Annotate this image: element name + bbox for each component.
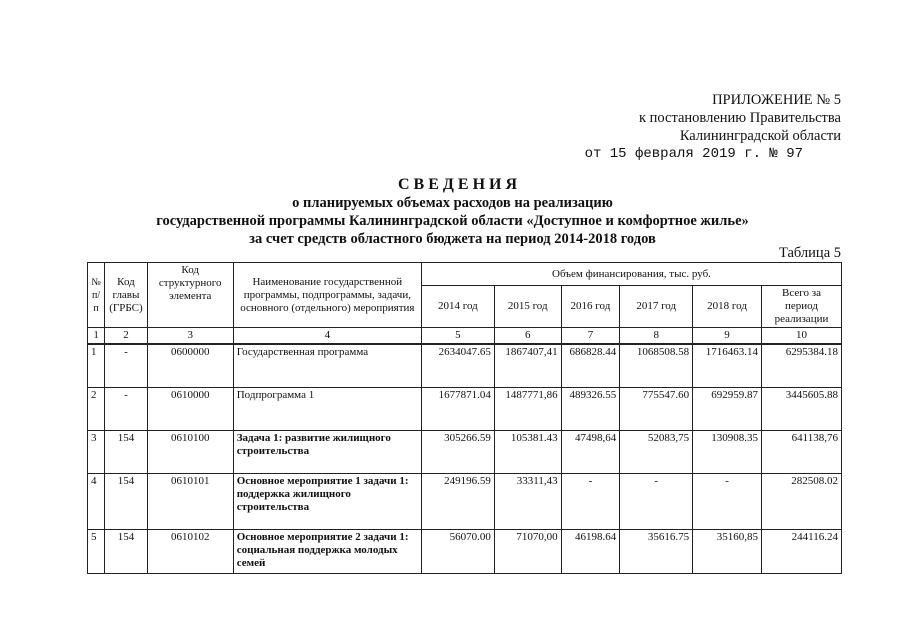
cell-2016: - bbox=[561, 474, 620, 530]
cell-total: 282508.02 bbox=[761, 474, 841, 530]
table-row bbox=[88, 431, 842, 474]
cell-2014: 1677871.04 bbox=[421, 388, 494, 431]
cell-2015: 1487771,86 bbox=[494, 388, 561, 431]
header-year-2017: 2017 год bbox=[620, 286, 693, 328]
col-number: 9 bbox=[693, 328, 762, 345]
cell-grbs: - bbox=[105, 344, 148, 388]
appendix-header bbox=[585, 91, 841, 163]
cell-grbs: - bbox=[105, 388, 148, 431]
appendix-number: ПРИЛОЖЕНИЕ № 5 bbox=[712, 92, 841, 108]
cell-name: Основное мероприятие 1 задачи 1: поддержка жилищного строительства bbox=[233, 474, 421, 530]
cell-code: 0610100 bbox=[147, 431, 233, 474]
cell-2017: 1068508.58 bbox=[620, 344, 693, 388]
col-number: 7 bbox=[561, 328, 620, 345]
cell-2017: - bbox=[620, 474, 693, 530]
col-number: 3 bbox=[147, 328, 233, 345]
header-grbs: Код главы (ГРБС) bbox=[105, 263, 148, 328]
cell-num: 5 bbox=[88, 530, 105, 574]
cell-2017: 35616.75 bbox=[620, 530, 693, 574]
cell-2016: 489326.55 bbox=[561, 388, 620, 431]
cell-2018: 692959.87 bbox=[693, 388, 762, 431]
col-number: 4 bbox=[233, 328, 421, 345]
cell-total: 3445605.88 bbox=[761, 388, 841, 431]
cell-2017: 775547.60 bbox=[620, 388, 693, 431]
cell-num: 3 bbox=[88, 431, 105, 474]
cell-2015: 1867407,41 bbox=[494, 344, 561, 388]
appendix-date: от 15 февраля 2019 г. № 97 bbox=[584, 146, 803, 162]
cell-code: 0600000 bbox=[147, 344, 233, 388]
cell-name: Задача 1: развитие жилищного строительства bbox=[233, 431, 421, 474]
cell-grbs: 154 bbox=[105, 530, 148, 574]
cell-2014: 249196.59 bbox=[421, 474, 494, 530]
cell-2015: 33311,43 bbox=[494, 474, 561, 530]
cell-num: 4 bbox=[88, 474, 105, 530]
col-number: 2 bbox=[105, 328, 148, 345]
appendix-region: Калининградской области bbox=[679, 128, 841, 144]
col-number: 5 bbox=[421, 328, 494, 345]
funding-table bbox=[87, 262, 842, 574]
cell-name: Государственная программа bbox=[233, 344, 421, 388]
col-number: 6 bbox=[494, 328, 561, 345]
cell-grbs: 154 bbox=[105, 431, 148, 474]
cell-num: 1 bbox=[88, 344, 105, 388]
header-funding: Объем финансирования, тыс. руб. bbox=[421, 263, 841, 286]
cell-total: 244116.24 bbox=[761, 530, 841, 574]
header-num: № п/п bbox=[88, 263, 105, 328]
cell-2014: 56070.00 bbox=[421, 530, 494, 574]
table-row bbox=[88, 344, 842, 388]
cell-code: 0610000 bbox=[147, 388, 233, 431]
table-row bbox=[88, 388, 842, 431]
header-year-2016: 2016 год bbox=[561, 286, 620, 328]
cell-num: 2 bbox=[88, 388, 105, 431]
col-number: 8 bbox=[620, 328, 693, 345]
appendix-resolution: к постановлению Правительства bbox=[639, 110, 841, 126]
header-name: Наименование государственной программы, подпрограммы, задачи, основного (отдельного) мероприятия bbox=[233, 263, 421, 328]
cell-2015: 71070,00 bbox=[494, 530, 561, 574]
title-line-1: о планируемых объемах расходов на реализацию bbox=[292, 195, 613, 211]
table-row bbox=[88, 530, 842, 574]
cell-2018: 1716463.14 bbox=[693, 344, 762, 388]
cell-name: Подпрограмма 1 bbox=[233, 388, 421, 431]
table-label: Таблица 5 bbox=[778, 245, 841, 261]
title-main: СВЕДЕНИЯ bbox=[397, 176, 522, 193]
document-title bbox=[0, 176, 905, 248]
cell-2018: 130908.35 bbox=[693, 431, 762, 474]
cell-2016: 686828.44 bbox=[561, 344, 620, 388]
title-line-3: за счет средств областного бюджета на период 2014-2018 годов bbox=[249, 231, 656, 247]
col-number: 1 bbox=[88, 328, 105, 345]
column-number-row bbox=[88, 328, 842, 345]
cell-2017: 52083,75 bbox=[620, 431, 693, 474]
cell-code: 0610101 bbox=[147, 474, 233, 530]
cell-grbs: 154 bbox=[105, 474, 148, 530]
cell-2014: 305266.59 bbox=[421, 431, 494, 474]
cell-2018: 35160,85 bbox=[693, 530, 762, 574]
header-year-2014: 2014 год bbox=[421, 286, 494, 328]
cell-total: 641138,76 bbox=[761, 431, 841, 474]
cell-name: Основное мероприятие 2 задачи 1: социальная поддержка молодых семей bbox=[233, 530, 421, 574]
cell-2016: 47498,64 bbox=[561, 431, 620, 474]
cell-2014: 2634047.65 bbox=[421, 344, 494, 388]
cell-2015: 105381.43 bbox=[494, 431, 561, 474]
table-row bbox=[88, 474, 842, 530]
cell-code: 0610102 bbox=[147, 530, 233, 574]
cell-2016: 46198.64 bbox=[561, 530, 620, 574]
col-number: 10 bbox=[761, 328, 841, 345]
cell-2018: - bbox=[693, 474, 762, 530]
title-line-2: государственной программы Калининградской области «Доступное и комфортное жилье» bbox=[156, 213, 749, 229]
header-struct-code: Код структурного элемента bbox=[147, 263, 233, 328]
header-total: Всего за период реализации bbox=[761, 286, 841, 328]
header-year-2015: 2015 год bbox=[494, 286, 561, 328]
cell-total: 6295384.18 bbox=[761, 344, 841, 388]
header-year-2018: 2018 год bbox=[693, 286, 762, 328]
